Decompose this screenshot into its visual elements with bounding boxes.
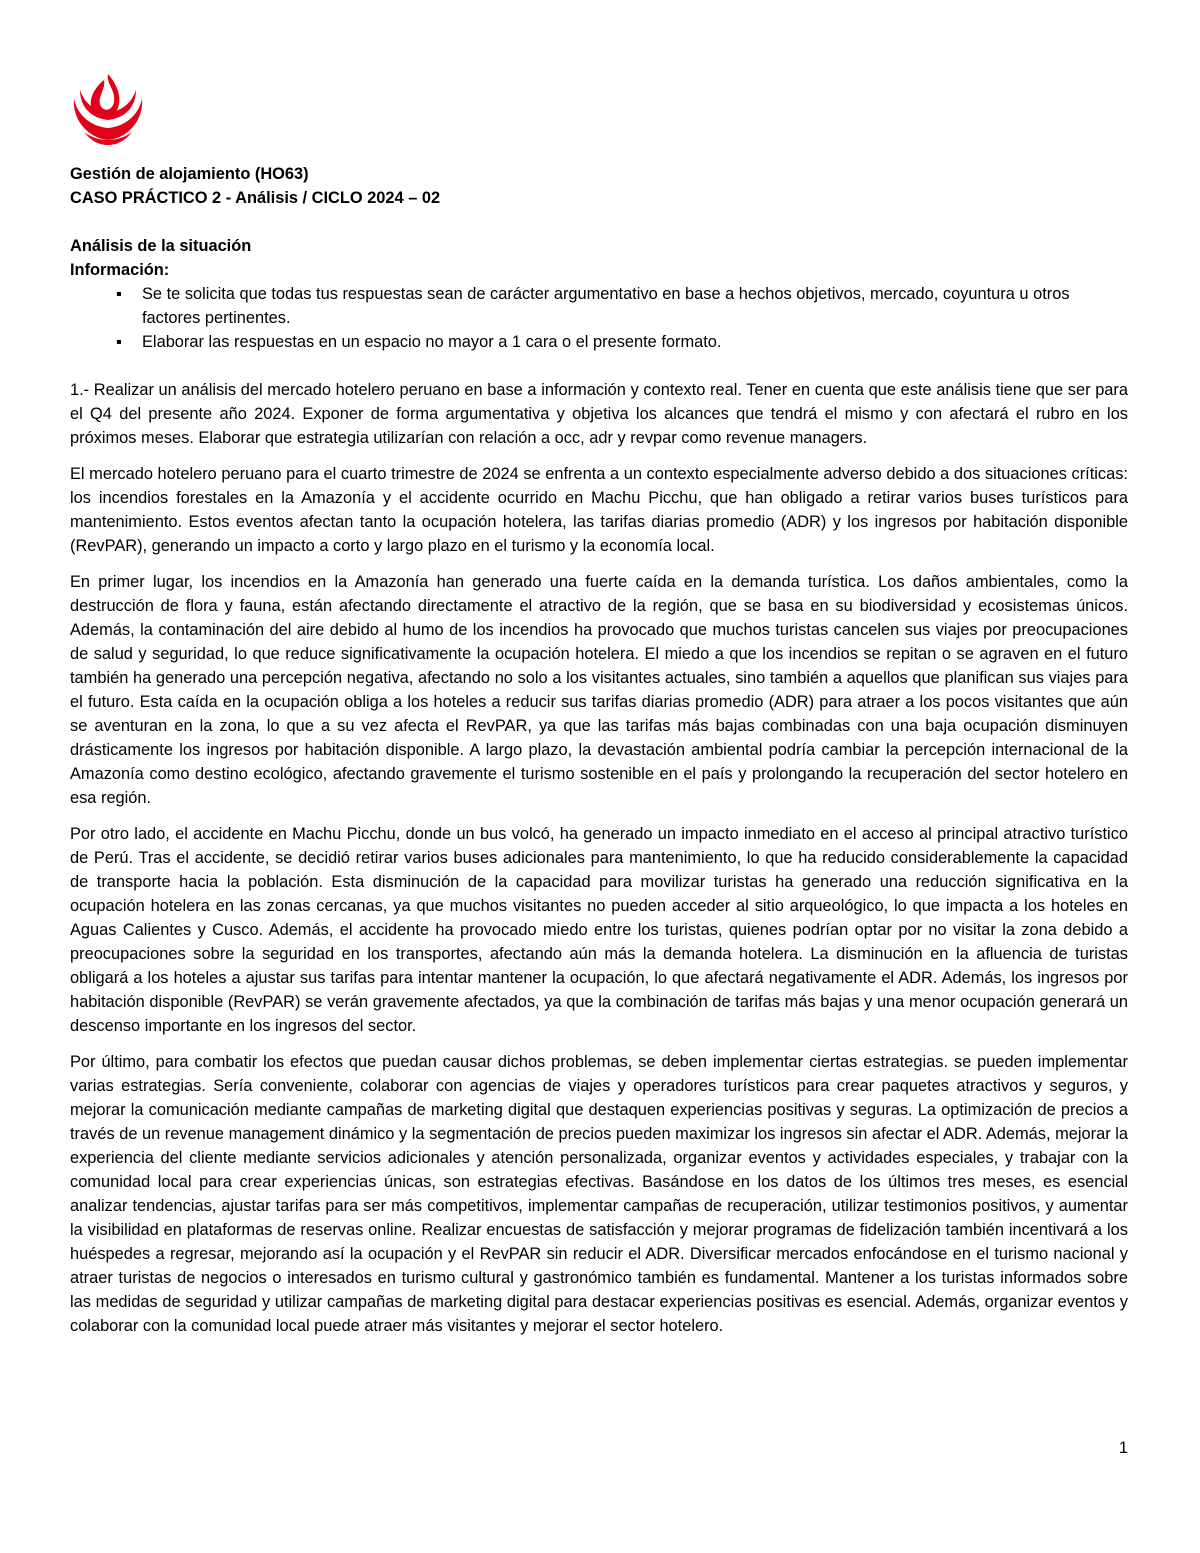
list-item [70, 282, 1128, 330]
section-title: Análisis de la situación [70, 237, 252, 255]
page-number: 1 [1118, 1439, 1128, 1457]
document-content [70, 162, 1128, 1350]
bullet-text: Elaborar las respuestas en un espacio no mayor a 1 cara o el presente formato. [142, 333, 722, 351]
body-paragraph: Por último, para combatir los efectos que puedan causar dichos problemas, se deben implementar ciertas estrategias. se pueden implementar varias estrategias. Sería conveniente, colaborar con agencias de viajes y operadores turísticos para crear paquetes atractivos y seguros, y mejorar la comunicación mediante campañas de marketing digital que destaquen experiencias positivas y seguras. La optimización de precios a través de un revenue management dinámico y la segmentación de precios pueden maximizar los ingresos sin afectar el ADR. Además, mejorar la experiencia del cliente mediante servicios adicionales y atención personalizada, organizar eventos y actividades especiales, y trabajar con la comunidad local para crear experiencias únicas, son estrategias efectivas. Basándose en los datos de los últimos tres meses, es esencial analizar tendencias, ajustar tarifas para ser más competitivos, implementar campañas de recuperación, utilizar testimonios positivos, y aumentar la visibilidad en plataformas de reservas online. Realizar encuestas de satisfacción y mejorar programas de fidelización también incentivará a los huéspedes a regresar, mejorando así la ocupación y el RevPAR sin reducir el ADR. Diversificar mercados enfocándose en el turismo nacional y atraer turistas de negocios o interesados en turismo cultural y gastronómico también es fundamental. Mantener a los turistas informados sobre las medidas de seguridad y utilizar campañas de marketing digital para destacar experiencias positivas es esencial. Además, organizar eventos y colaborar con la comunidad local puede atraer más visitantes y mejorar el sector hotelero. [70, 1053, 1128, 1335]
bullet-icon: ▪ [116, 333, 122, 351]
question-paragraph: 1.- Realizar un análisis del mercado hotelero peruano en base a información y contexto real. Tener en cuenta que este análisis tiene que ser para el Q4 del presente año 2024. Exponer de forma argumentativa y objetiva los alcances que tendrá el mismo y con afectará el rubro en los próximos meses. Elaborar que estrategia utilizarían con relación a occ, adr y revpar como revenue managers. [70, 381, 1128, 447]
info-label: Información: [70, 261, 170, 279]
case-title: CASO PRÁCTICO 2 - Análisis / CICLO 2024 – 02 [70, 189, 441, 207]
body-paragraph: El mercado hotelero peruano para el cuarto trimestre de 2024 se enfrenta a un contexto especialmente adverso debido a dos situaciones críticas: los incendios forestales en la Amazonía y el accidente ocurrido en Machu Picchu, que han obligado a retirar varios buses turísticos para mantenimiento. Estos eventos afectan tanto la ocupación hotelera, las tarifas diarias promedio (ADR) y los ingresos por habitación disponible (RevPAR), generando un impacto a corto y largo plazo en el turismo y la economía local. [70, 465, 1128, 555]
body-paragraph: En primer lugar, los incendios en la Amazonía han generado una fuerte caída en la demanda turística. Los daños ambientales, como la destrucción de flora y fauna, están afectando directamente el atractivo de la región, que se basa en su biodiversidad y ecosistemas únicos. Además, la contaminación del aire debido al humo de los incendios ha provocado que muchos turistas cancelen sus viajes por preocupaciones de salud y seguridad, lo que reduce significativamente la ocupación hotelera. El miedo a que los incendios se repitan o se agraven en el futuro también ha generado una percepción negativa, afectando no solo a los visitantes actuales, sino también a aquellos que planifican sus viajes para el futuro. Esta caída en la ocupación obliga a los hoteles a reducir sus tarifas diarias promedio (ADR) para atraer a los pocos visitantes que aún se aventuran en la zona, lo que a su vez afecta el RevPAR, ya que las tarifas más bajas combinadas con una baja ocupación disminuyen drásticamente los ingresos por habitación disponible. A largo plazo, la devastación ambiental podría cambiar la percepción internacional de la Amazonía como destino ecológico, afectando gravemente el turismo sostenible en el país y prolongando la recuperación del sector hotelero en esa región. [70, 573, 1128, 807]
body-paragraph: Por otro lado, el accidente en Machu Picchu, donde un bus volcó, ha generado un impacto inmediato en el acceso al principal atractivo turístico de Perú. Tras el accidente, se decidió retirar varios buses adicionales para mantenimiento, lo que ha reducido considerablemente la capacidad de transporte hacia la población. Esta disminución de la capacidad para movilizar turistas ha generado una reducción significativa en la ocupación hotelera en las zonas cercanas, ya que muchos visitantes no pueden acceder al sitio arqueológico, lo que impacta a los hoteles en Aguas Calientes y Cusco. Además, el accidente ha provocado miedo entre los turistas, quienes podrían optar por no visitar la zona debido a preocupaciones sobre la seguridad en los transportes, afectando aún más la demanda hotelera. La disminución en la afluencia de turistas obligará a los hoteles a ajustar sus tarifas para intentar mantener la ocupación, lo que afectará negativamente el ADR. Además, los ingresos por habitación disponible (RevPAR) se verán gravemente afectados, ya que la combinación de tarifas más bajas y una menor ocupación generará un descenso importante en los ingresos del sector. [70, 825, 1128, 1035]
bullet-icon: ▪ [116, 285, 122, 303]
upc-flame-logo-icon [70, 68, 146, 146]
list-item [70, 330, 1128, 354]
document-page [70, 0, 1128, 1553]
bullet-text: Se te solicita que todas tus respuestas sean de carácter argumentativo en base a hechos objetivos, mercado, coyuntura u otros factores pertinentes. [142, 285, 1070, 327]
instructions-list [70, 282, 1128, 354]
course-title: Gestión de alojamiento (HO63) [70, 165, 309, 183]
